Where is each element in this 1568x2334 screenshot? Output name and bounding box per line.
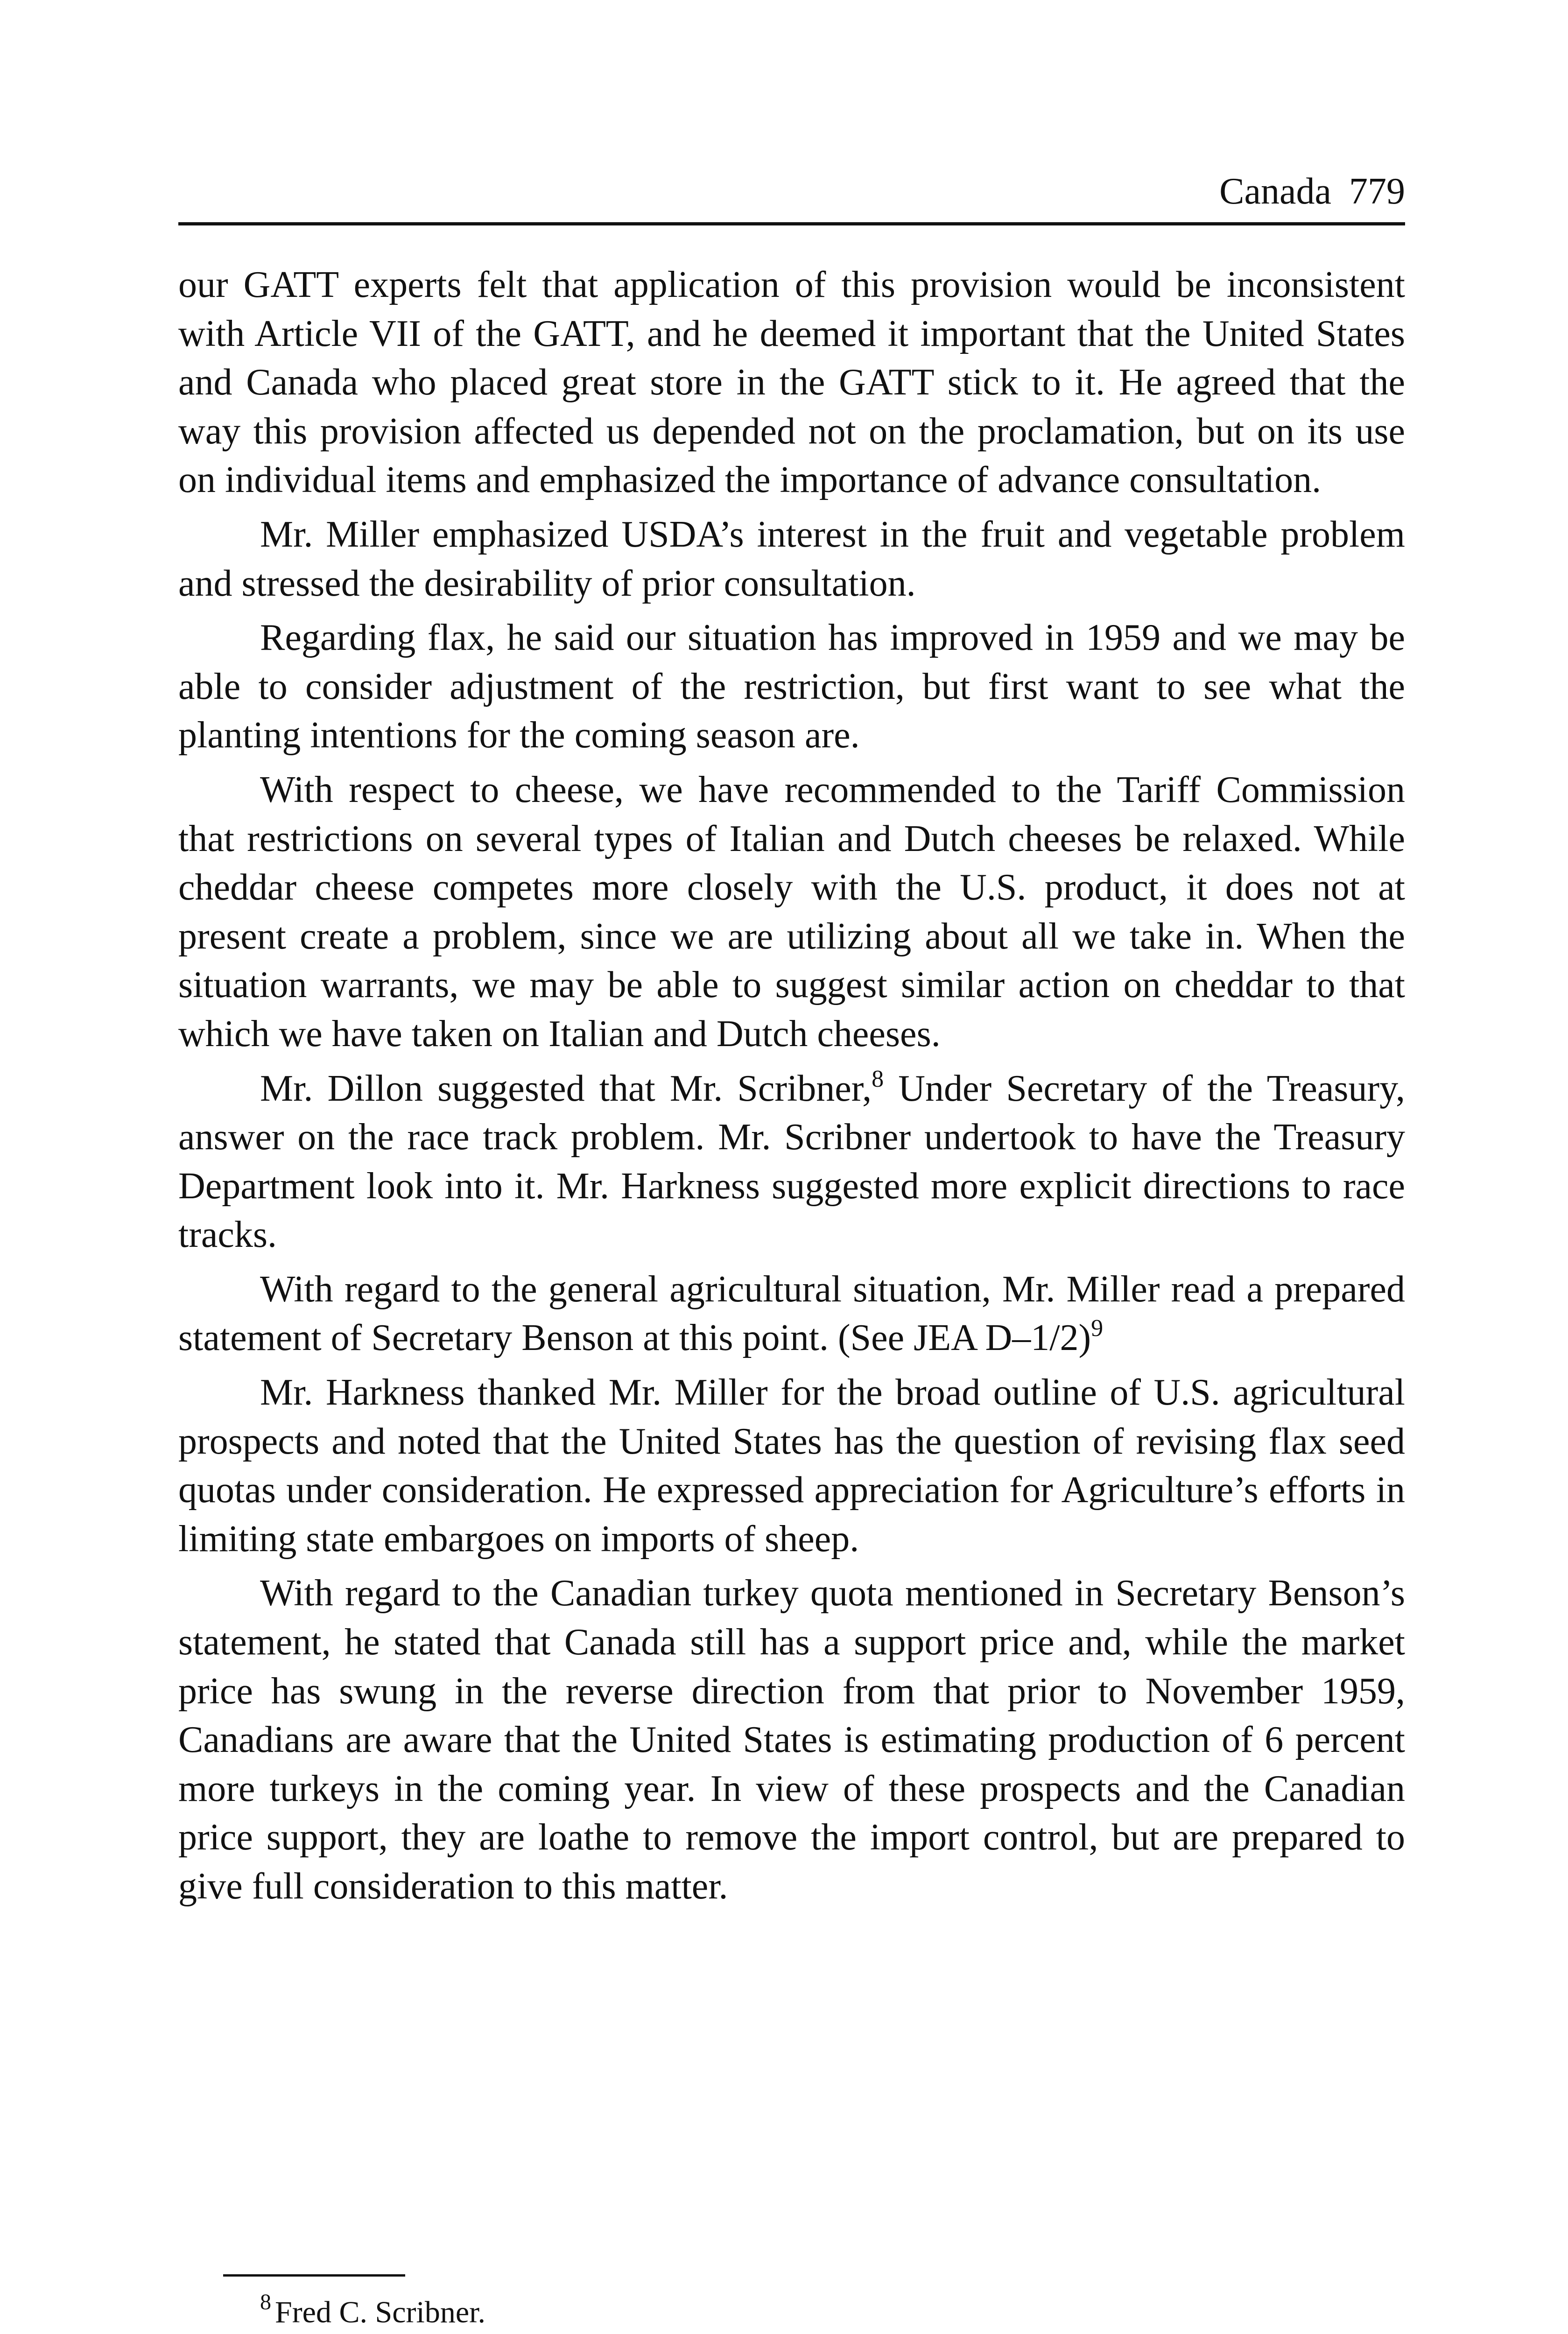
paragraph — [178, 1265, 1405, 1363]
footnote-rule — [223, 2274, 405, 2277]
paragraph-text: Mr. Dillon suggested that Mr. Scribner, — [260, 1068, 872, 1109]
footnotes — [178, 2292, 1405, 2334]
footnote-number: 8 — [260, 2290, 271, 2314]
paragraph: Mr. Miller emphasized USDA’s interest in the fruit and vegetable problem and stressed the desirability of prior consultation. — [178, 513, 1405, 604]
body-text — [178, 260, 1405, 1911]
paragraph: With respect to cheese, we have recommended to the Tariff Commission that restrictions on several types of Italian and Dutch cheeses be relaxed. While cheddar cheese competes more closely with the U.S. product, it does not at present create a problem, since we are utilizing about all we take in. When the situation warrants, we may be able to suggest similar action on cheddar to that which we have taken on Italian and Dutch cheeses. — [178, 769, 1405, 1055]
paragraph: With regard to the Canadian turkey quota mentioned in Secretary Benson’s statement, he stated that Canada still has a support price and, while the market price has swung in the reverse direction from that prior to November 1959, Canadians are aware that the United States is estimating production of 6 percent more turkeys in the coming year. In view of these prospects and the Canadian price support, they are loathe to remove the import control, but are prepared to give full consideration to this matter. — [178, 1573, 1405, 1907]
header-rule — [178, 222, 1405, 225]
footnote — [178, 2292, 1405, 2334]
paragraph — [178, 1064, 1405, 1259]
paragraph-text: With regard to the general agricultural situation, Mr. Miller read a prepared statement of Secretary Benson at this point. (See JEA D–1/2) — [178, 1268, 1405, 1359]
footnote-text: Fred C. Scribner. — [275, 2295, 485, 2329]
footnote-reference: 8 — [872, 1065, 884, 1092]
page-number: 779 — [1349, 171, 1405, 212]
running-title: Canada — [1219, 171, 1331, 212]
footnote-reference: 9 — [1091, 1315, 1104, 1342]
running-head — [178, 168, 1405, 215]
paragraph: Mr. Harkness thanked Mr. Miller for the broad outline of U.S. agricultural prospects and noted that the United States has the question of revising flax seed quotas under consideration. He expressed appreciation for Agriculture’s efforts in limiting state embargoes on imports of sheep. — [178, 1372, 1405, 1560]
paragraph: our GATT experts felt that application of this provision would be inconsistent with Article VII of the GATT, and he deemed it important that the United States and Canada who placed great store in the GATT stick to it. He agreed that the way this provision affected us depended not on the proclamation, but on its use on individual items and emphasized the importance of advance consultation. — [178, 264, 1405, 501]
paragraph: Regarding flax, he said our situation has improved in 1959 and we may be able to consider adjustment of the restriction, but first want to see what the planting intentions for the coming season are. — [178, 617, 1405, 756]
paragraph-text: Under Secretary of the Treasury, answer on the race track problem. Mr. Scribner undertook to have the Treasury Department look into it. Mr. Harkness suggested more explicit directions to race tracks. — [178, 1068, 1405, 1256]
